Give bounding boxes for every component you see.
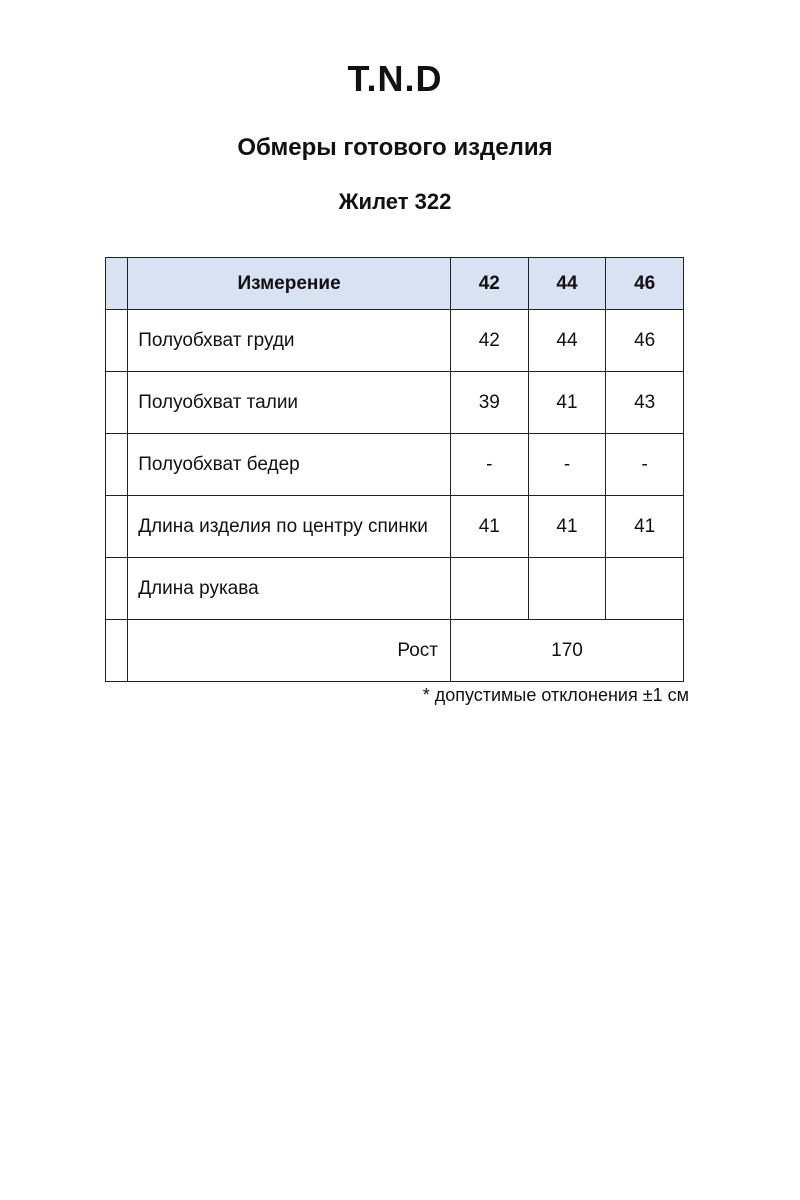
row-value: - — [528, 434, 606, 496]
height-row — [106, 620, 684, 682]
row-value: 41 — [450, 496, 528, 558]
measurement-table — [105, 257, 684, 682]
row-value: 41 — [606, 496, 684, 558]
row-spacer-cell — [106, 558, 128, 620]
height-value: 170 — [450, 620, 683, 682]
row-value — [606, 558, 684, 620]
row-spacer-cell — [106, 372, 128, 434]
row-label: Длина изделия по центру спинки — [128, 496, 451, 558]
row-label: Длина рукава — [128, 558, 451, 620]
row-spacer-cell — [106, 620, 128, 682]
table-header-row — [106, 258, 684, 310]
row-value: 41 — [528, 496, 606, 558]
table-row — [106, 310, 684, 372]
row-spacer-cell — [106, 434, 128, 496]
table-row — [106, 558, 684, 620]
document-title: Обмеры готового изделия — [237, 134, 553, 161]
table-row — [106, 496, 684, 558]
brand-title: T.N.D — [347, 58, 443, 99]
row-value: 46 — [606, 310, 684, 372]
header-spacer-cell — [106, 258, 128, 310]
product-subtitle: Жилет 322 — [338, 189, 452, 214]
header-measurement-label: Измерение — [128, 258, 451, 310]
row-label: Полуобхват груди — [128, 310, 451, 372]
row-label: Полуобхват бедер — [128, 434, 451, 496]
row-value: 43 — [606, 372, 684, 434]
row-value: 42 — [450, 310, 528, 372]
row-value: - — [606, 434, 684, 496]
row-spacer-cell — [106, 310, 128, 372]
row-value — [450, 558, 528, 620]
row-spacer-cell — [106, 496, 128, 558]
table-row — [106, 372, 684, 434]
row-value: - — [450, 434, 528, 496]
tolerance-note: * допустимые отклонения ±1 см — [422, 685, 689, 705]
row-value: 41 — [528, 372, 606, 434]
height-label: Рост — [128, 620, 451, 682]
row-value: 44 — [528, 310, 606, 372]
header-size-42: 42 — [450, 258, 528, 310]
row-value — [528, 558, 606, 620]
table-row — [106, 434, 684, 496]
row-value: 39 — [450, 372, 528, 434]
row-label: Полуобхват талии — [128, 372, 451, 434]
header-size-46: 46 — [606, 258, 684, 310]
header-size-44: 44 — [528, 258, 606, 310]
